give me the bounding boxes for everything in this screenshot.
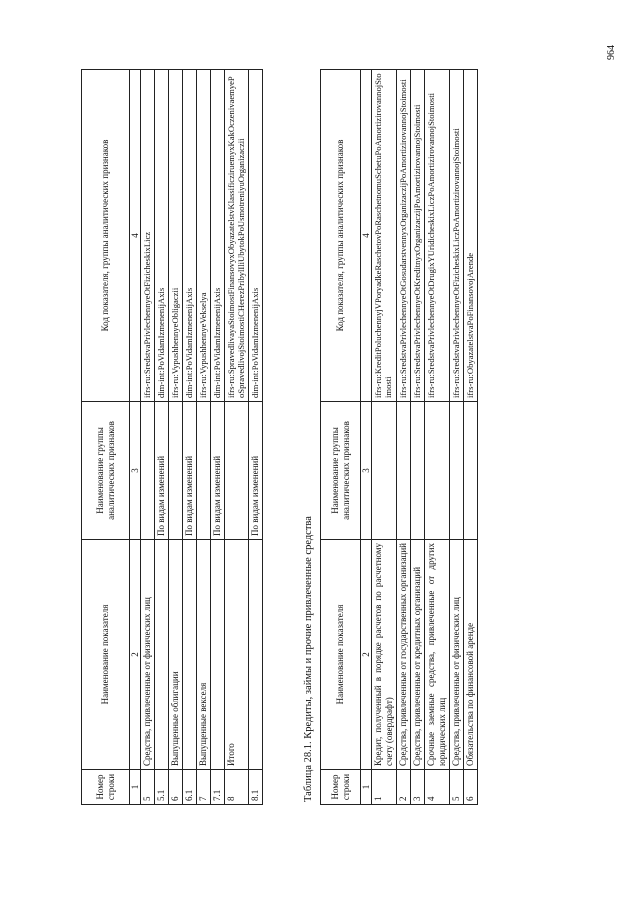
group-name — [141, 402, 155, 540]
group-name — [224, 402, 248, 540]
indicator-name: Кредит, полученный в порядке расчетов по расчетному счету (овердрафт) — [372, 540, 397, 770]
index-cell: 1 — [130, 770, 141, 805]
index-cell: 2 — [130, 540, 141, 770]
indicator-name: Обязательства по финансовой аренде — [463, 540, 477, 770]
header-group-name: Наименование группы аналитических признаков — [82, 402, 130, 540]
table-row — [182, 70, 196, 805]
group-name: По видам изменений — [210, 402, 224, 540]
row-number: 8.1 — [248, 770, 262, 805]
group-name — [196, 402, 210, 540]
table-row — [210, 70, 224, 805]
group-name — [449, 402, 463, 540]
table-row — [463, 70, 477, 805]
indicator-name: Средства, привлеченные от физических лиц — [449, 540, 463, 770]
header-row-number: Номер строки — [82, 770, 130, 805]
index-cell: 3 — [361, 402, 372, 540]
header-code: Код показателя, группы аналитических признаков — [82, 70, 130, 402]
row-number: 5 — [141, 770, 155, 805]
table-header-row — [321, 70, 361, 805]
page-number: 964 — [606, 45, 617, 60]
table-1 — [81, 69, 263, 805]
indicator-name: Средства, привлеченные от государственных организаций — [396, 540, 410, 770]
group-name — [372, 402, 397, 540]
indicator-name — [210, 540, 224, 770]
indicator-name: Выпущенные облигации — [168, 540, 182, 770]
table-row — [196, 70, 210, 805]
header-code: Код показателя, группы аналитических признаков — [321, 70, 361, 402]
index-cell: 3 — [130, 402, 141, 540]
group-name — [396, 402, 410, 540]
indicator-code: ifrs-ru:KreditPoluchennyjVPoryadkeRaschetovPoRaschetnomuSchetuPoAmortizirovannojStoimosti — [372, 70, 397, 402]
indicator-code: ifrs-ru:VypushhennyeObligaczii — [168, 70, 182, 402]
table-row — [141, 70, 155, 805]
group-name — [424, 402, 449, 540]
index-cell: 2 — [361, 540, 372, 770]
indicator-code: ifrs-ru:SredstvaPrivlechennyeOtDrugixYUridicheskixLiczPoAmortizirovannojStoimosti — [424, 70, 449, 402]
table-caption: Таблица 28.1. Кредиты, займы и прочие привлеченные средства — [303, 516, 314, 802]
row-number: 6 — [463, 770, 477, 805]
table-row — [168, 70, 182, 805]
table-row — [154, 70, 168, 805]
indicator-name: Средства, привлеченные от физических лиц — [141, 540, 155, 770]
table-row — [410, 70, 424, 805]
indicator-name: Выпущенные векселя — [196, 540, 210, 770]
indicator-code: dim-int:PoVidamIzmenenijAxis — [248, 70, 262, 402]
indicator-code: ifrs-ru:VypushhennyeVekselya — [196, 70, 210, 402]
index-cell: 4 — [361, 70, 372, 402]
row-number: 7.1 — [210, 770, 224, 805]
group-name — [463, 402, 477, 540]
index-cell: 4 — [130, 70, 141, 402]
table-row — [372, 70, 397, 805]
indicator-name: Итого — [224, 540, 248, 770]
group-name: По видам изменений — [182, 402, 196, 540]
indicator-code: dim-int:PoVidamIzmenenijAxis — [154, 70, 168, 402]
table-2 — [320, 69, 478, 805]
column-index-row — [361, 70, 372, 805]
indicator-code: ifrs-ru:SredstvaPrivlechennyeOtFizicheskixLicz — [141, 70, 155, 402]
group-name — [168, 402, 182, 540]
row-number: 3 — [410, 770, 424, 805]
row-number: 7 — [196, 770, 210, 805]
header-indicator-name: Наименование показателя — [321, 540, 361, 770]
row-number: 5.1 — [154, 770, 168, 805]
indicator-code: ifrs-ru:SredstvaPrivlechennyeOtKreditnyxOrganizaczijPoAmortizirovannojStoimosti — [410, 70, 424, 402]
row-number: 6.1 — [182, 770, 196, 805]
indicator-name: Средства, привлеченные от кредитных организаций — [410, 540, 424, 770]
row-number: 2 — [396, 770, 410, 805]
table-row — [396, 70, 410, 805]
row-number: 5 — [449, 770, 463, 805]
indicator-code: dim-int:PoVidamIzmenenijAxis — [182, 70, 196, 402]
table-row — [424, 70, 449, 805]
indicator-name — [182, 540, 196, 770]
table-row — [248, 70, 262, 805]
indicator-code: ifrs-ru:SredstvaPrivlechennyeOtGosudarstvennyxOrganizaczijPoAmortizirovannojStoimosti — [396, 70, 410, 402]
column-index-row — [130, 70, 141, 805]
group-name: По видам изменений — [248, 402, 262, 540]
row-number: 8 — [224, 770, 248, 805]
indicator-code: ifrs-ru:SpravedlivayaStoimostFinansovyxObyazatelstvKlassificziruemyxKakOczenivaemyePoSpravedlivojStoimostiCHerezPribylIliUbytokPoUsmotreniyuOrganizaczii — [224, 70, 248, 402]
indicator-code: ifrs-ru:SredstvaPrivlechennyeOtFizicheskixLiczPoAmortizirovannojStoimosti — [449, 70, 463, 402]
table-row — [449, 70, 463, 805]
indicator-code: ifrs-ru:ObyazatelstvaPoFinansovojArende — [463, 70, 477, 402]
indicator-name — [248, 540, 262, 770]
row-number: 6 — [168, 770, 182, 805]
indicator-name: Срочные заемные средства, привлеченные от других юридических лиц — [424, 540, 449, 770]
row-number: 4 — [424, 770, 449, 805]
table-header-row — [82, 70, 130, 805]
indicator-code: dim-int:PoVidamIzmenenijAxis — [210, 70, 224, 402]
header-group-name: Наименование группы аналитических признаков — [321, 402, 361, 540]
table-row — [224, 70, 248, 805]
group-name — [410, 402, 424, 540]
group-name: По видам изменений — [154, 402, 168, 540]
index-cell: 1 — [361, 770, 372, 805]
row-number: 1 — [372, 770, 397, 805]
header-indicator-name: Наименование показателя — [82, 540, 130, 770]
header-row-number: Номер строки — [321, 770, 361, 805]
indicator-name — [154, 540, 168, 770]
